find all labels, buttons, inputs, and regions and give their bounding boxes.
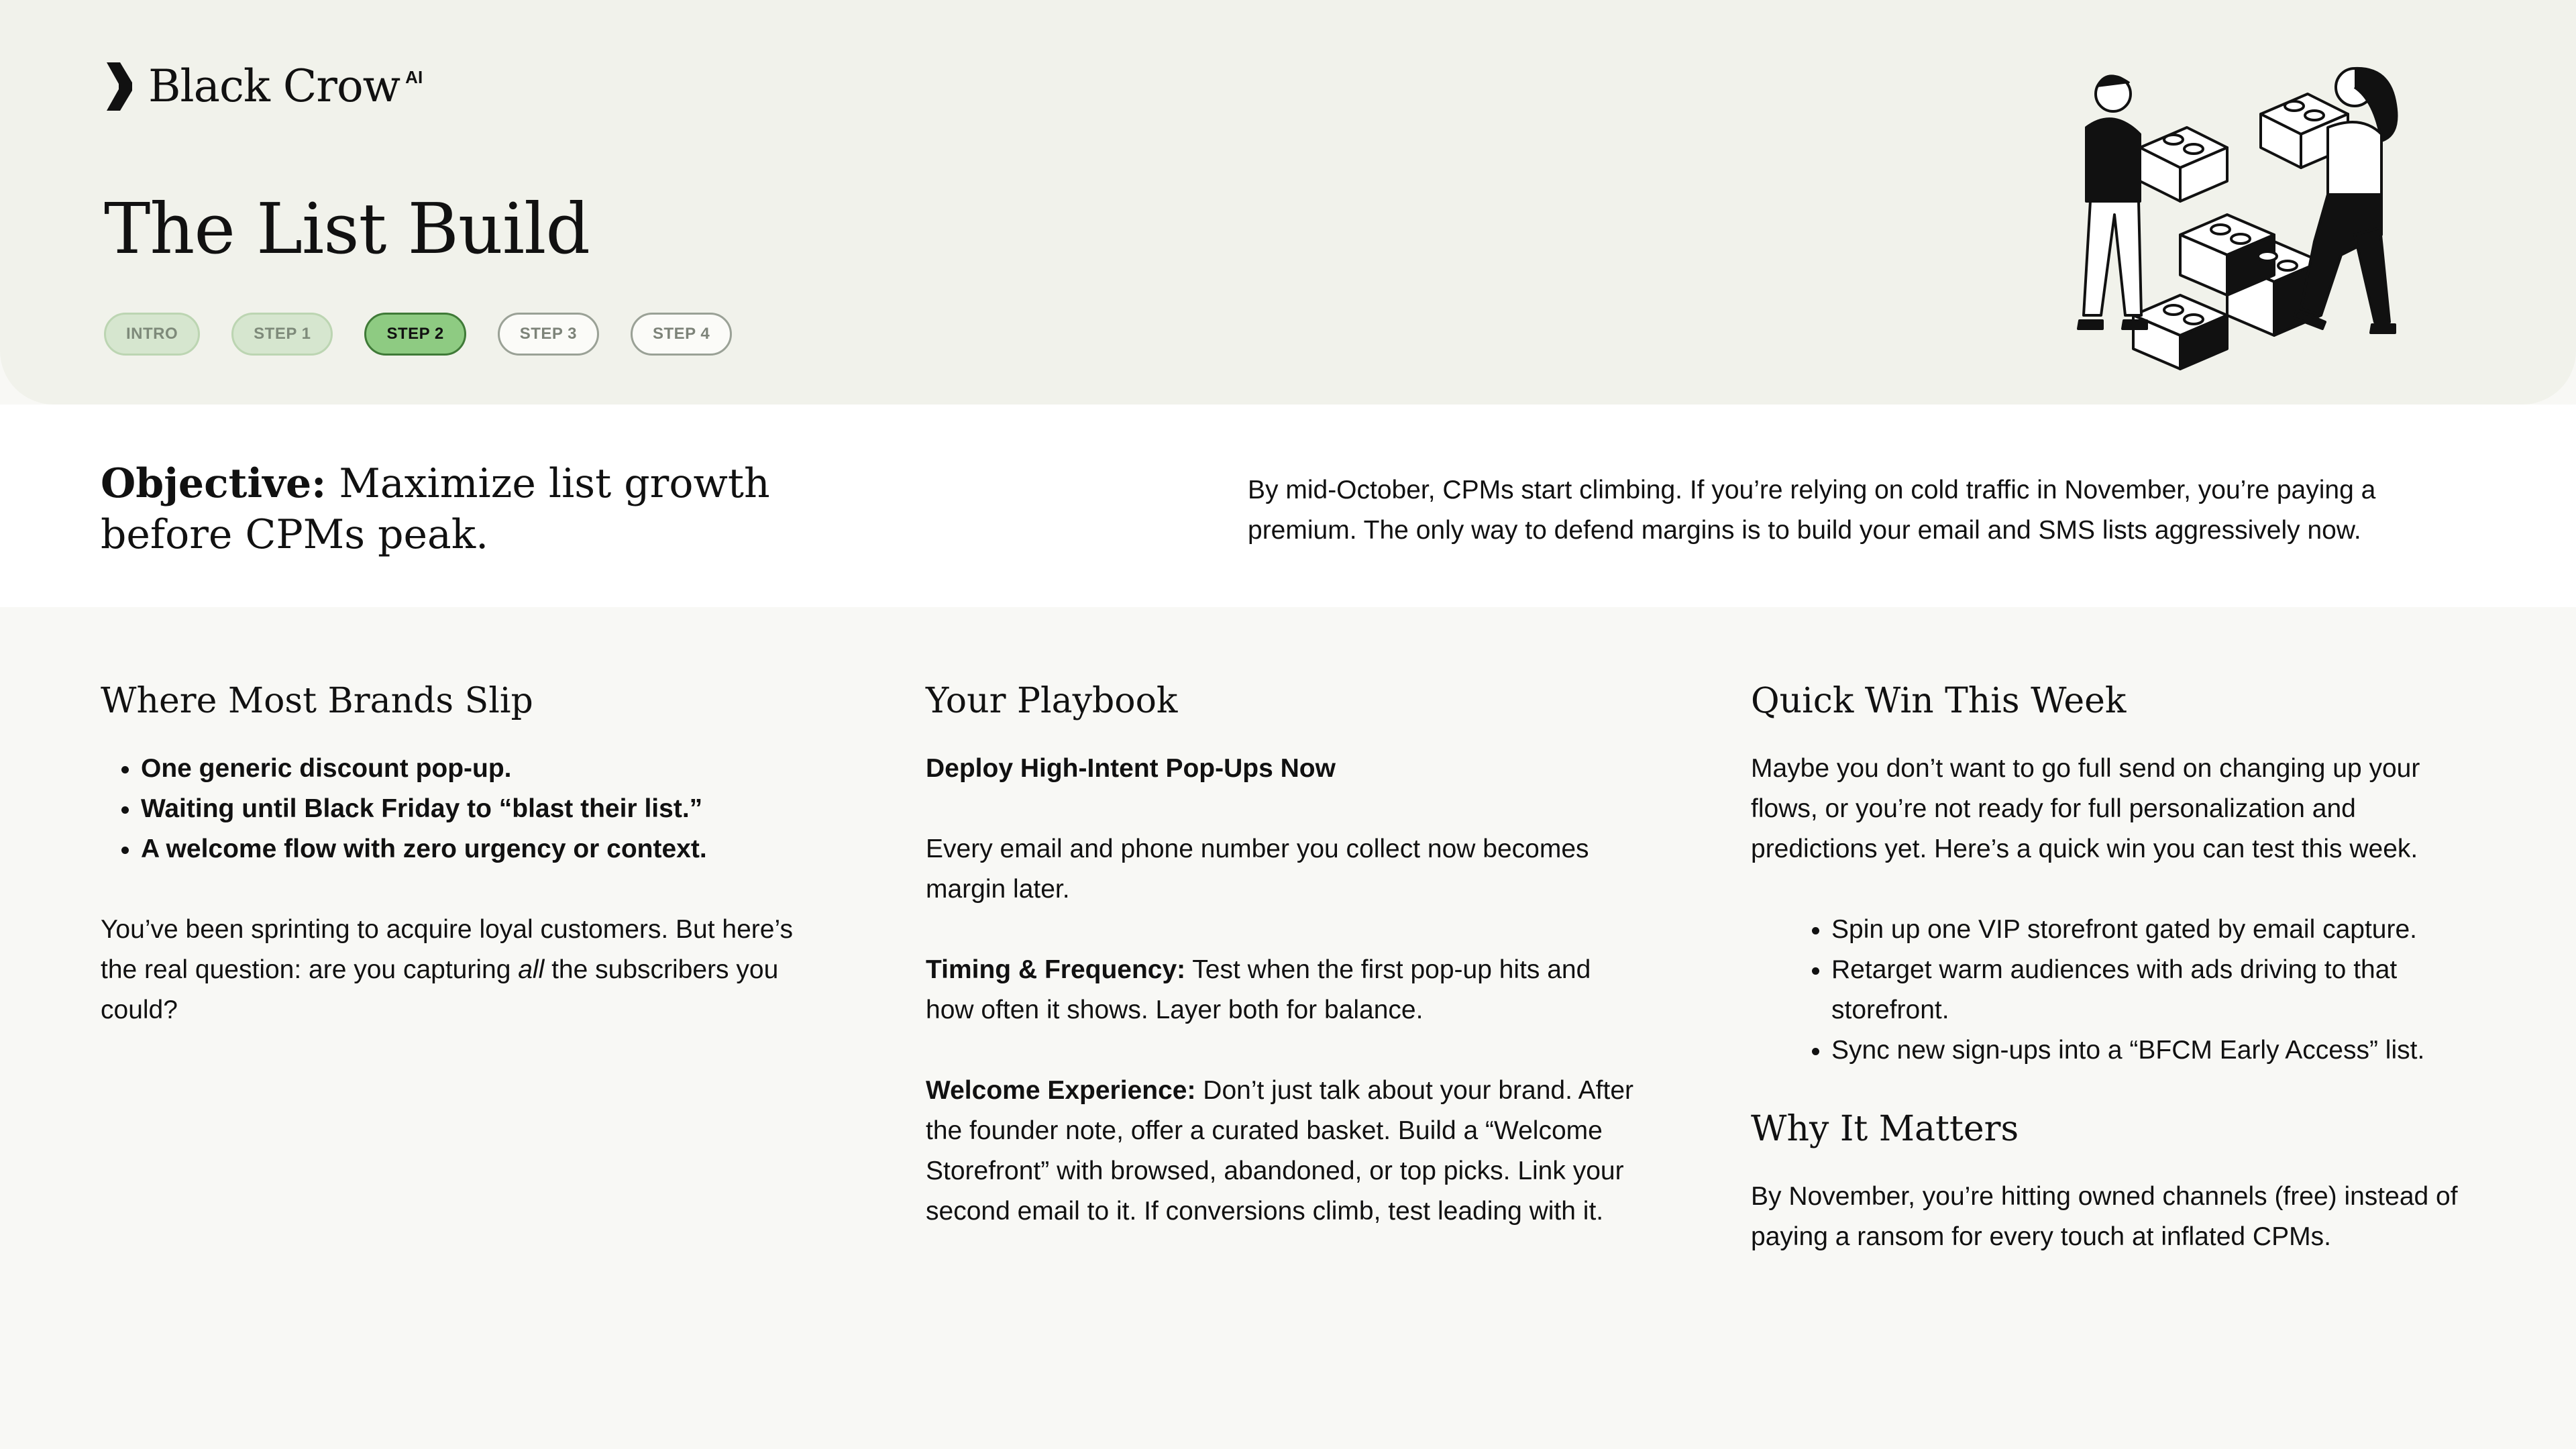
- objective-body: By mid-October, CPMs start climbing. If you’re relying on cold traffic in November, you’re paying a premium. The only way to defend margins is to build your email and SMS lists aggressively now.: [1248, 476, 2376, 545]
- quick-win-intro: Maybe you don’t want to go full send on changing up your flows, or you’re not ready for full personalization and predictions yet. Here’s a quick win you can test this week.: [1751, 754, 2420, 863]
- brand-suffix: AI: [405, 67, 423, 87]
- step-3-tab[interactable]: STEP 3: [498, 313, 599, 356]
- brand-name: Black Crow: [148, 60, 400, 112]
- objective-text: Maximize list growth before CPMs peak.: [101, 460, 770, 558]
- objective-label: Objective:: [101, 460, 327, 507]
- column-quick-win: [1751, 678, 2489, 1257]
- step-1-tab[interactable]: STEP 1: [231, 313, 333, 356]
- column-playbook: [926, 678, 1637, 1232]
- welcome-label: Welcome Experience:: [926, 1076, 1196, 1105]
- column-heading: Your Playbook: [926, 681, 1178, 721]
- crow-logo-icon: [104, 62, 133, 111]
- slip-paragraph-end: the subscribers you could?: [101, 955, 779, 1024]
- people-stacking-blocks-illustration: [2059, 60, 2422, 382]
- step-nav: [104, 313, 732, 356]
- playbook-intro: Every email and phone number you collect now becomes margin later.: [926, 835, 1589, 904]
- list-item: • One generic discount pop-up.: [141, 749, 812, 789]
- slip-list: [101, 749, 812, 869]
- list-item: • Sync new sign-ups into a “BFCM Early Access” list.: [1831, 1030, 2489, 1071]
- column-heading: Where Most Brands Slip: [101, 681, 533, 721]
- playbook-welcome: [926, 1071, 1637, 1232]
- page-title: The List Build: [104, 188, 590, 270]
- playbook-subheading: [926, 749, 1637, 789]
- objective-heading: [101, 458, 906, 560]
- timing-text: Test when the first pop-up hits and how often it shows. Layer both for balance.: [926, 955, 1591, 1024]
- column-where-brands-slip: [101, 678, 812, 1030]
- step-4-tab[interactable]: STEP 4: [631, 313, 732, 356]
- brand-logo[interactable]: [104, 60, 423, 112]
- quick-win-list: [1751, 910, 2489, 1071]
- header: [0, 0, 2576, 405]
- step-intro-tab[interactable]: INTRO: [104, 313, 200, 356]
- slip-paragraph-start: You’ve been sprinting to acquire loyal customers. But here’s the real question: are you capturing: [101, 915, 793, 984]
- why-it-matters-body: By November, you’re hitting owned channels (free) instead of paying a ransom for every touch at inflated CPMs.: [1751, 1182, 2458, 1251]
- timing-label: Timing & Frequency:: [926, 955, 1186, 984]
- list-item: • Waiting until Black Friday to “blast their list.”: [141, 789, 812, 829]
- playbook-timing: [926, 950, 1637, 1030]
- list-item: • Spin up one VIP storefront gated by email capture.: [1831, 910, 2489, 950]
- step-2-tab[interactable]: STEP 2: [364, 313, 466, 356]
- welcome-text: Don’t just talk about your brand. After the founder note, offer a curated basket. Build a “Welcome Storefront” with browsed, abandoned, or top picks. Link your second email to it. If conversions climb, test leading with it.: [926, 1076, 1633, 1226]
- slip-paragraph-emphasis: all: [518, 955, 545, 984]
- slip-paragraph: [101, 910, 812, 1030]
- playbook-subheading-text: Deploy High-Intent Pop-Ups Now: [926, 754, 1336, 783]
- objective-section: [0, 405, 2576, 607]
- list-item: • A welcome flow with zero urgency or context.: [141, 829, 812, 869]
- why-it-matters-heading: Why It Matters: [1751, 1109, 2019, 1149]
- list-item: • Retarget warm audiences with ads driving to that storefront.: [1831, 950, 2489, 1030]
- column-heading: Quick Win This Week: [1751, 681, 2127, 721]
